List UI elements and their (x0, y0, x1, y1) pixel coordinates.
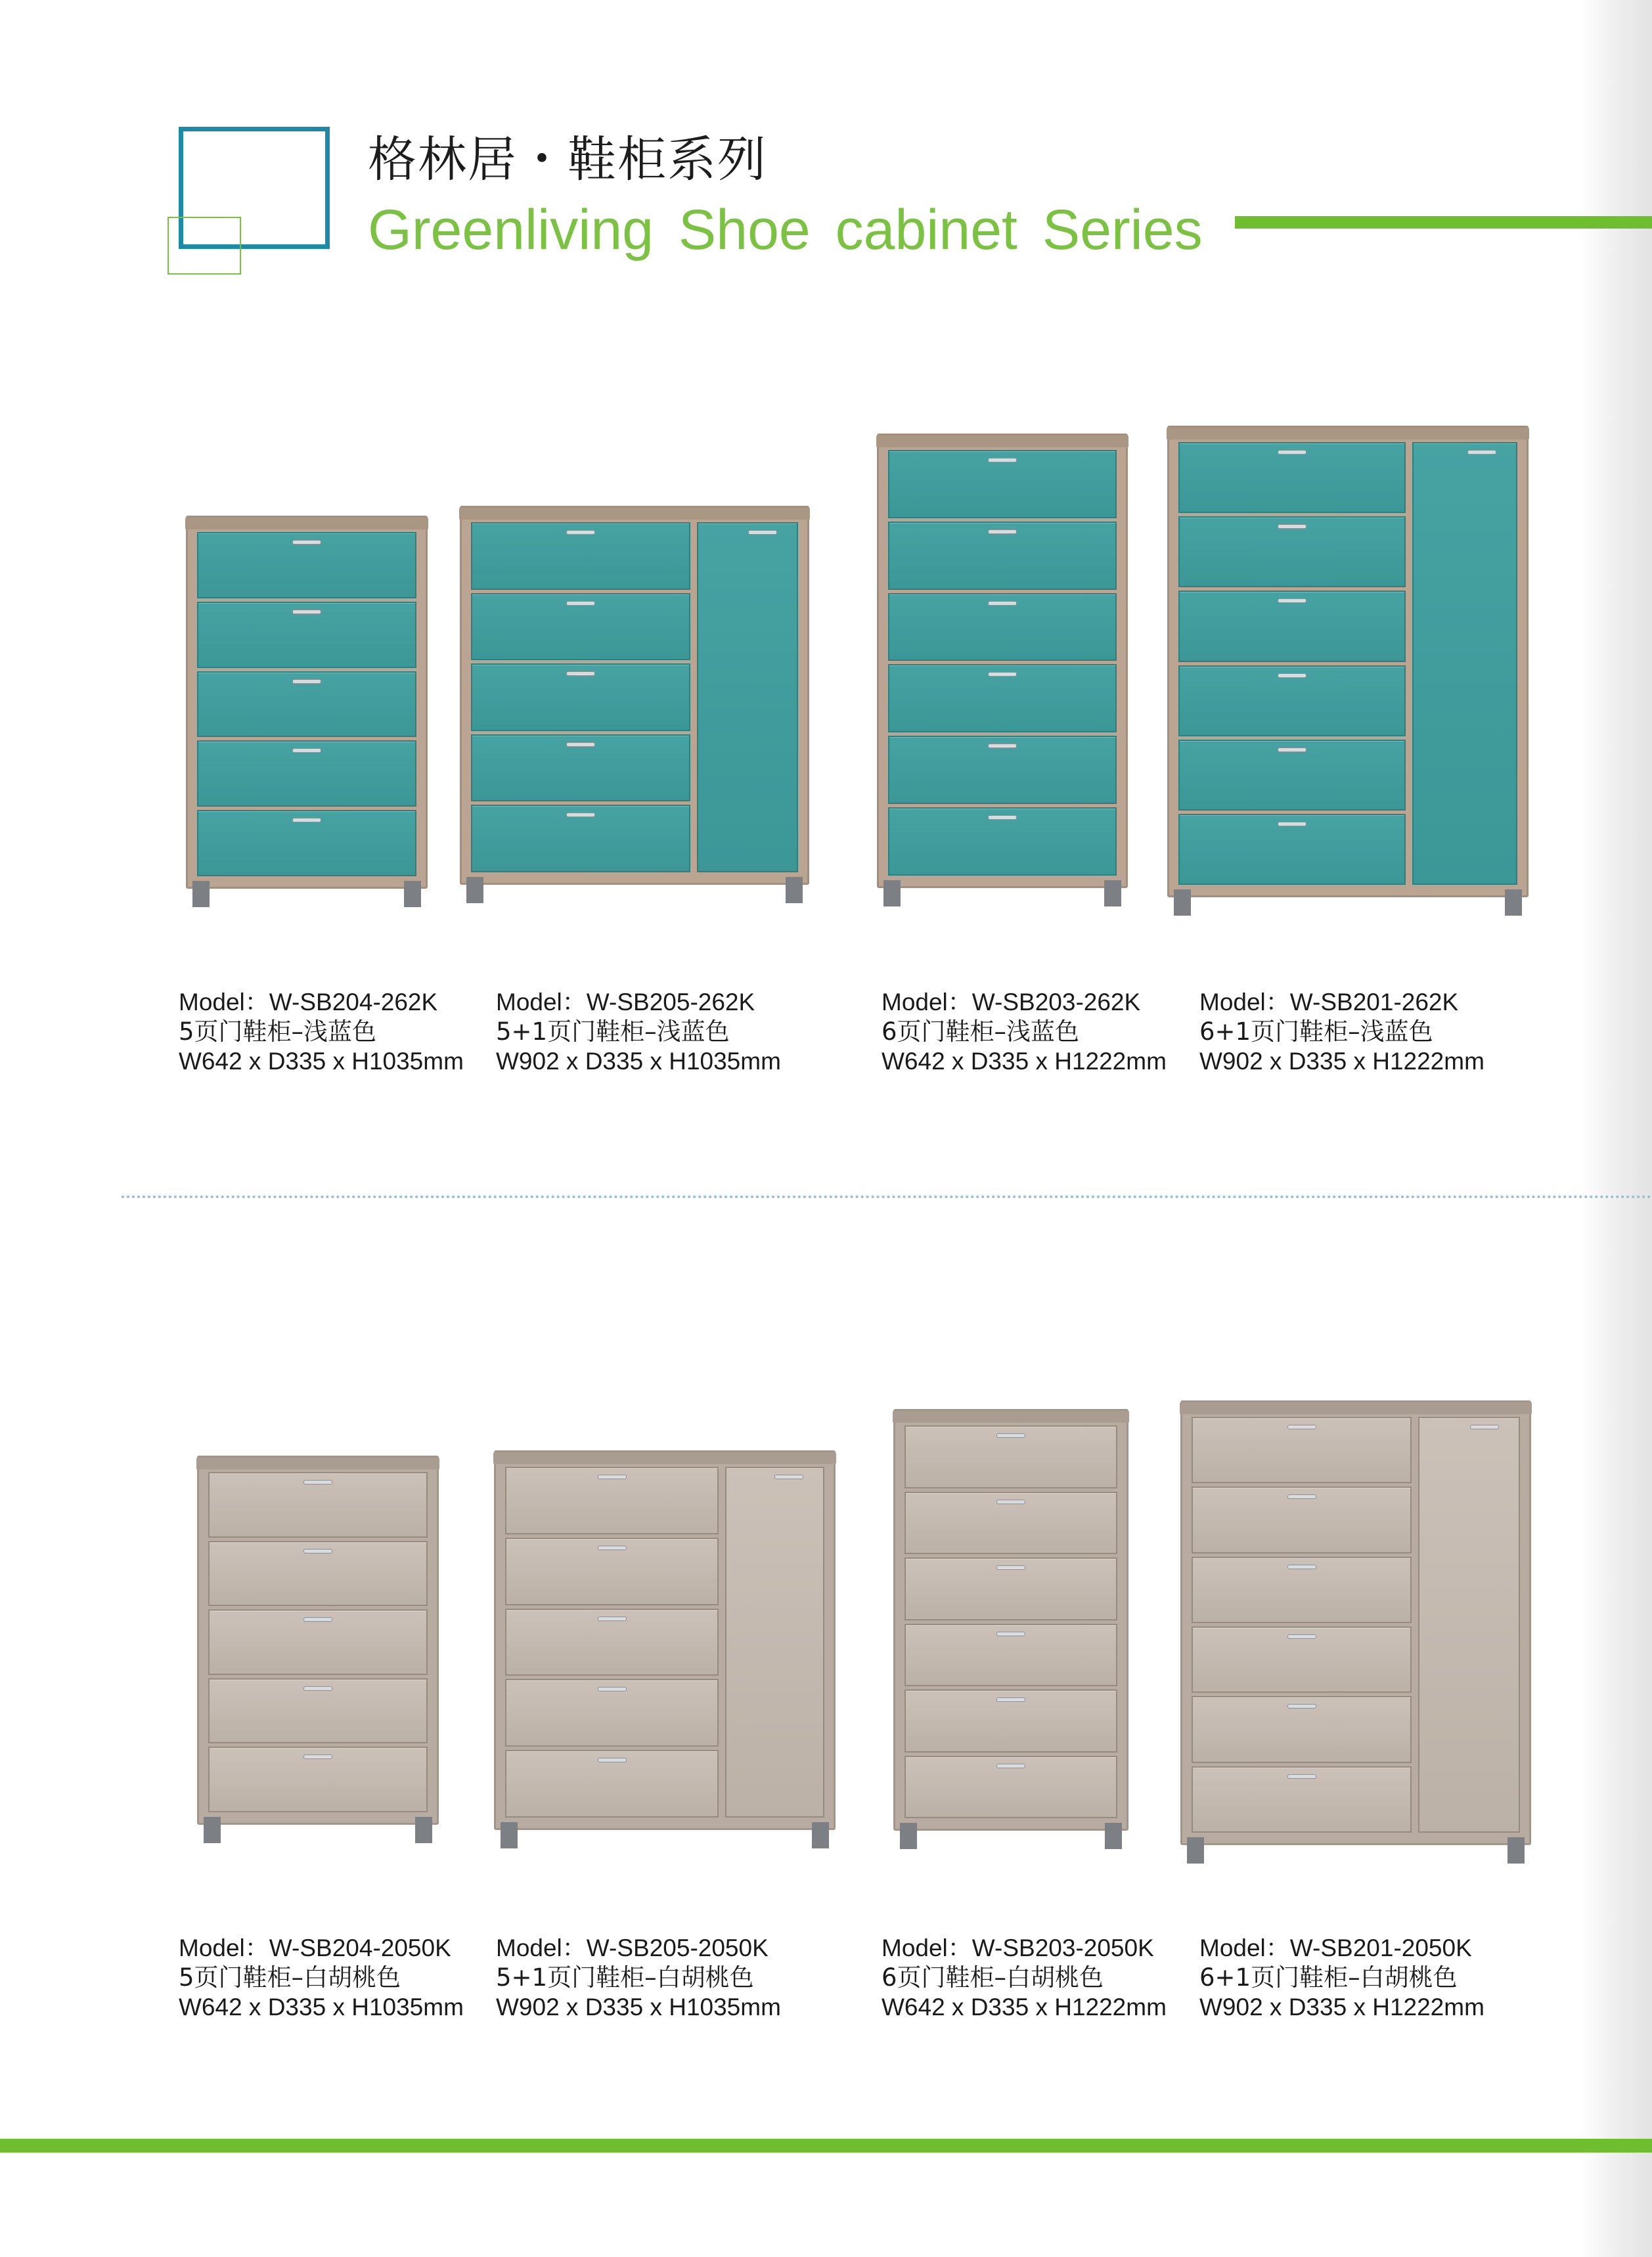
drawer-handle-icon (1287, 1494, 1316, 1499)
drawer-handle-icon (988, 458, 1017, 462)
cabinet-leg (786, 877, 803, 903)
title-chinese: 格林居・鞋柜系列 (368, 131, 767, 188)
drawer-front (1192, 1766, 1412, 1833)
drawer-handle-icon (303, 1480, 332, 1485)
drawer-front (1192, 1626, 1412, 1693)
drawer-handle-icon (1278, 673, 1306, 678)
drawer-handle-icon (566, 742, 595, 747)
drawer-front (1192, 1557, 1412, 1623)
cabinet-body (186, 516, 428, 889)
product-name: 6+1页门鞋柜–浅蓝色 (1199, 1017, 1433, 1046)
product-dimensions: W902 x D335 x H1222mm (1199, 1048, 1485, 1075)
drawer-front (208, 1747, 428, 1812)
product-dimensions: W642 x D335 x H1222mm (882, 1994, 1167, 2021)
cabinet-body (1180, 1400, 1531, 1845)
cabinet-body (893, 1409, 1128, 1831)
cabinet-body (197, 1456, 439, 1825)
drawer-handle-icon (988, 815, 1017, 820)
cabinet-leg (812, 1822, 829, 1848)
cabinet-image-w-sb204-262k (186, 516, 428, 907)
drawer-front (904, 1624, 1117, 1687)
product-name: 5页门鞋柜–浅蓝色 (179, 1017, 377, 1046)
drawer-handle-icon (988, 529, 1017, 534)
cabinet-image-w-sb205-262k (460, 506, 809, 903)
cabinet-body (460, 506, 809, 885)
door-handle-icon (1467, 450, 1496, 455)
drawer-handle-icon (1287, 1634, 1316, 1639)
product-dimensions: W642 x D335 x H1035mm (179, 1994, 464, 2021)
cabinet-top (893, 1411, 1129, 1423)
drawer-front (888, 593, 1117, 661)
cabinet-leg (1507, 1837, 1525, 1864)
product-model: Model：W-SB201-2050K (1199, 1934, 1472, 1961)
cabinet-leg (466, 877, 483, 903)
cabinet-image-w-sb201-262k (1167, 426, 1529, 916)
cabinet-leg (192, 881, 210, 907)
door-handle-icon (774, 1475, 803, 1479)
cabinet-image-w-sb204-2050k (197, 1456, 439, 1843)
product-model: Model：W-SB203-2050K (882, 1934, 1154, 1961)
cabinet-image-w-sb203-2050k (893, 1409, 1128, 1849)
product-name: 5+1页门鞋柜–浅蓝色 (496, 1017, 730, 1046)
section-divider-dotted (122, 1196, 1652, 1198)
drawer-front (197, 810, 416, 876)
drawer-handle-icon (996, 1500, 1025, 1504)
drawer-front (888, 807, 1117, 876)
drawer-front (1178, 591, 1406, 661)
cabinet-leg (501, 1822, 518, 1848)
drawer-handle-icon (303, 1617, 332, 1622)
cabinet-top (493, 1452, 836, 1464)
cabinet-door (1412, 442, 1517, 885)
drawer-front (904, 1689, 1117, 1753)
drawer-handle-icon (1287, 1425, 1316, 1429)
drawer-handle-icon (996, 1632, 1025, 1636)
product-model: Model：W-SB205-2050K (496, 1934, 769, 1961)
cabinet-leg (1104, 880, 1121, 906)
footer-accent-bar (0, 2139, 1652, 2153)
cabinet-image-w-sb201-2050k (1180, 1400, 1531, 1864)
cabinet-top (196, 1458, 439, 1469)
drawer-handle-icon (1278, 822, 1306, 826)
product-model: Model：W-SB204-262K (179, 989, 438, 1016)
drawer-front (888, 664, 1117, 732)
drawer-front (505, 1679, 719, 1747)
drawer-front (888, 736, 1117, 804)
drawer-handle-icon (1278, 450, 1306, 455)
drawer-front (904, 1756, 1117, 1819)
product-caption-w-sb204-2050k (179, 1933, 464, 2022)
cabinet-leg (883, 880, 901, 906)
cabinet-top (876, 436, 1128, 447)
drawer-front (197, 532, 416, 598)
drawer-handle-icon (996, 1433, 1025, 1438)
drawer-handle-icon (1287, 1704, 1316, 1709)
cabinet-top (185, 518, 428, 529)
drawer-handle-icon (1278, 748, 1306, 752)
cabinet-body (494, 1450, 836, 1830)
drawer-front (1192, 1486, 1412, 1553)
drawer-front (197, 602, 416, 668)
drawer-handle-icon (598, 1617, 627, 1621)
drawer-front (471, 522, 690, 590)
drawer-front (208, 1541, 428, 1607)
drawer-handle-icon (988, 744, 1017, 748)
drawer-front (471, 734, 690, 802)
drawer-front (197, 671, 416, 738)
drawer-handle-icon (292, 679, 321, 684)
drawer-handle-icon (996, 1697, 1025, 1702)
product-name: 5+1页门鞋柜–白胡桃色 (496, 1963, 754, 1992)
drawer-handle-icon (1278, 598, 1306, 603)
cabinet-leg (1105, 1823, 1122, 1849)
product-name: 6页门鞋柜–浅蓝色 (882, 1017, 1080, 1046)
drawer-front (505, 1467, 719, 1534)
drawer-front (1192, 1417, 1412, 1483)
cabinet-door (725, 1467, 824, 1818)
drawer-front (471, 663, 690, 731)
cabinet-image-w-sb205-2050k (494, 1450, 836, 1848)
title-english: Greenliving Shoe cabinet Series (368, 198, 1203, 261)
cabinet-door (697, 522, 798, 872)
page-edge-shadow (1580, 0, 1652, 2257)
product-caption-w-sb201-2050k (1199, 1933, 1485, 2022)
drawer-front (904, 1425, 1117, 1488)
drawer-handle-icon (988, 672, 1017, 677)
product-dimensions: W902 x D335 x H1222mm (1199, 1994, 1485, 2021)
drawer-front (505, 1750, 719, 1818)
drawer-handle-icon (292, 818, 321, 822)
cabinet-leg (1174, 889, 1191, 916)
drawer-front (505, 1609, 719, 1676)
product-model: Model：W-SB205-262K (496, 989, 755, 1016)
drawer-handle-icon (303, 1549, 332, 1553)
cabinet-body (1167, 426, 1529, 897)
drawer-handle-icon (566, 813, 595, 817)
product-caption-w-sb204-262k (179, 987, 464, 1076)
drawer-handle-icon (566, 671, 595, 676)
drawer-front (208, 1609, 428, 1675)
drawer-handle-icon (566, 530, 595, 535)
cabinet-door (1418, 1417, 1520, 1833)
drawer-handle-icon (988, 601, 1017, 606)
cabinet-leg (1505, 889, 1522, 916)
product-caption-w-sb205-2050k (496, 1933, 781, 2022)
drawer-handle-icon (303, 1686, 332, 1691)
drawer-front (1178, 814, 1406, 885)
drawer-front (197, 740, 416, 807)
cabinet-leg (1187, 1837, 1204, 1864)
product-dimensions: W642 x D335 x H1222mm (882, 1048, 1167, 1075)
product-name: 6页门鞋柜–白胡桃色 (882, 1963, 1104, 1992)
cabinet-top (1180, 1402, 1532, 1414)
drawer-handle-icon (598, 1687, 627, 1691)
product-dimensions: W642 x D335 x H1035mm (179, 1048, 464, 1075)
cabinet-leg (900, 1823, 917, 1849)
drawer-front (904, 1492, 1117, 1555)
product-model: Model：W-SB204-2050K (179, 1934, 451, 1961)
drawer-handle-icon (566, 601, 595, 606)
door-handle-icon (1470, 1425, 1499, 1429)
drawer-front (1178, 740, 1406, 811)
product-model: Model：W-SB203-262K (882, 989, 1141, 1016)
product-model: Model：W-SB201-262K (1199, 989, 1459, 1016)
drawer-handle-icon (292, 540, 321, 545)
product-dimensions: W902 x D335 x H1035mm (496, 1994, 781, 2021)
drawer-handle-icon (292, 748, 321, 753)
drawer-handle-icon (598, 1475, 627, 1479)
drawer-handle-icon (1287, 1774, 1316, 1779)
product-name: 5页门鞋柜–白胡桃色 (179, 1963, 401, 1992)
drawer-handle-icon (1287, 1565, 1316, 1569)
drawer-front (208, 1678, 428, 1744)
drawer-handle-icon (292, 610, 321, 614)
logo-small-square (167, 217, 241, 275)
cabinet-leg (404, 881, 421, 907)
drawer-handle-icon (996, 1565, 1025, 1570)
drawer-handle-icon (303, 1754, 332, 1759)
cabinet-body (877, 434, 1128, 888)
drawer-handle-icon (1278, 524, 1306, 529)
product-caption-w-sb203-262k (882, 987, 1167, 1076)
product-name: 6+1页门鞋柜–白胡桃色 (1199, 1963, 1458, 1992)
product-caption-w-sb201-262k (1199, 987, 1485, 1076)
product-caption-w-sb205-262k (496, 987, 781, 1076)
product-dimensions: W902 x D335 x H1035mm (496, 1048, 781, 1075)
drawer-front (471, 805, 690, 872)
drawer-front (471, 593, 690, 661)
drawer-handle-icon (598, 1546, 627, 1550)
cabinet-leg (415, 1817, 432, 1843)
cabinet-top (459, 508, 810, 520)
door-handle-icon (748, 530, 777, 535)
drawer-front (1178, 665, 1406, 736)
drawer-front (904, 1557, 1117, 1620)
drawer-front (505, 1538, 719, 1605)
product-caption-w-sb203-2050k (882, 1933, 1167, 2022)
drawer-front (888, 450, 1117, 518)
drawer-front (1178, 442, 1406, 513)
drawer-handle-icon (598, 1758, 627, 1762)
cabinet-top (1167, 428, 1529, 439)
drawer-front (1178, 516, 1406, 587)
drawer-front (888, 522, 1117, 590)
cabinet-leg (204, 1817, 221, 1843)
drawer-front (208, 1472, 428, 1538)
cabinet-image-w-sb203-262k (877, 434, 1128, 906)
title-accent-bar (1235, 216, 1652, 229)
drawer-front (1192, 1696, 1412, 1762)
drawer-handle-icon (996, 1764, 1025, 1768)
